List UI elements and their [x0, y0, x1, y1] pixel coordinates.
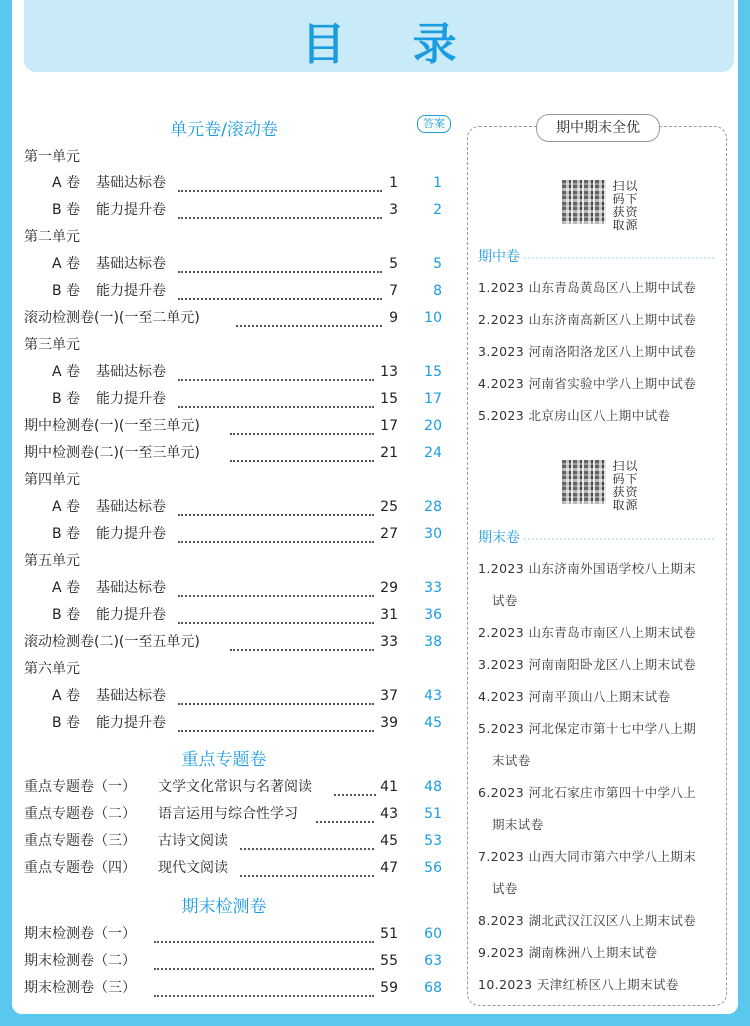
test-label: 期中检测卷(一)(一至三单元): [24, 418, 200, 434]
leader-dots: [178, 205, 382, 219]
scan-char: 取: [612, 218, 625, 232]
page-number: 45: [380, 833, 398, 849]
volume-name: 基础达标卷: [96, 499, 166, 515]
toc-row[interactable]: [0, 577, 460, 599]
toc-row[interactable]: [0, 977, 460, 999]
scan-char: 下: [625, 472, 638, 486]
scan-char: 资: [625, 485, 638, 499]
scan-char: 取: [612, 498, 625, 512]
page-number: 7: [389, 283, 398, 299]
unit-heading: 第一单元: [24, 149, 80, 165]
scan-char: 以: [625, 459, 638, 473]
leader-dots: [154, 983, 374, 997]
volume-label: B 卷: [52, 715, 81, 731]
exam-item[interactable]: 8.2023 湖北武汉江汉区八上期末试卷: [478, 913, 697, 928]
toc-row[interactable]: [0, 950, 460, 972]
volume-label: A 卷: [52, 688, 81, 704]
topic-desc: 古诗文阅读: [158, 833, 228, 849]
leader-dots: [230, 448, 374, 462]
page-number: 27: [380, 526, 398, 542]
toc-row[interactable]: [0, 923, 460, 945]
leader-dots: [178, 286, 382, 300]
answer-page: 20: [424, 418, 442, 434]
volume-name: 能力提升卷: [96, 526, 166, 542]
leader-dots: [240, 836, 374, 850]
page-number: 17: [380, 418, 398, 434]
scan-char: 源: [625, 498, 638, 512]
leader-dots: [178, 394, 374, 408]
scan-char: 源: [625, 218, 638, 232]
test-label: 期末检测卷（二）: [24, 953, 136, 969]
unit-heading: 第六单元: [24, 661, 80, 677]
exam-item-cont[interactable]: 试卷: [492, 593, 518, 608]
qr-code-icon[interactable]: [562, 180, 606, 224]
leader-dots: [236, 313, 382, 327]
toc-row[interactable]: [0, 685, 460, 707]
exam-item[interactable]: 7.2023 山西大同市第六中学八上期末: [478, 849, 697, 864]
leader-dots: [178, 691, 374, 705]
final-heading: 期末卷: [478, 530, 520, 546]
volume-label: B 卷: [52, 283, 81, 299]
unit-heading: 第五单元: [24, 553, 80, 569]
section-title-topics: 重点专题卷: [181, 750, 267, 770]
exam-item[interactable]: 2.2023 山东济南高新区八上期中试卷: [478, 312, 697, 327]
answer-page: 63: [424, 953, 442, 969]
page-number: 37: [380, 688, 398, 704]
answer-page: 48: [424, 779, 442, 795]
volume-label: B 卷: [52, 526, 81, 542]
leader-dots: [178, 583, 374, 597]
volume-label: A 卷: [52, 364, 81, 380]
topic-desc: 文学文化常识与名著阅读: [158, 779, 312, 795]
leader-dots: [178, 259, 382, 273]
toc-row[interactable]: [0, 307, 460, 329]
scan-char: 扫: [612, 179, 625, 193]
answer-page: 8: [433, 283, 442, 299]
topic-desc: 语言运用与综合性学习: [158, 806, 298, 822]
toc-row[interactable]: [0, 857, 460, 879]
leader-dots: [178, 718, 374, 732]
scan-char: 扫: [612, 459, 625, 473]
toc-row[interactable]: [0, 604, 460, 626]
test-label: 重点专题卷（四）: [24, 860, 136, 876]
scan-char: 码: [612, 472, 625, 486]
answer-page: 56: [424, 860, 442, 876]
test-label: 滚动检测卷(一)(一至二单元): [24, 310, 200, 326]
page-number: 5: [389, 256, 398, 272]
exam-item[interactable]: 1.2023 山东济南外国语学校八上期末: [478, 561, 697, 576]
answer-page: 28: [424, 499, 442, 515]
page-number: 43: [380, 806, 398, 822]
scan-char: 资: [625, 205, 638, 219]
volume-label: B 卷: [52, 202, 81, 218]
answer-page: 36: [424, 607, 442, 623]
volume-label: A 卷: [52, 499, 81, 515]
toc-row[interactable]: [0, 442, 460, 464]
leader-dots: [178, 178, 382, 192]
page-number: 29: [380, 580, 398, 596]
page-number: 21: [380, 445, 398, 461]
volume-name: 能力提升卷: [96, 283, 166, 299]
leader-dots: [230, 637, 374, 651]
page-number: 31: [380, 607, 398, 623]
test-label: 重点专题卷（二）: [24, 806, 136, 822]
toc-row[interactable]: [0, 776, 460, 798]
scan-char: 获: [612, 485, 625, 499]
answer-page: 1: [433, 175, 442, 191]
answer-page: 15: [424, 364, 442, 380]
page-number: 9: [389, 310, 398, 326]
answer-tag: 答案: [417, 115, 451, 133]
page-number: 51: [380, 926, 398, 942]
answer-page: 17: [424, 391, 442, 407]
leader-dots: [178, 367, 374, 381]
scan-prompt: [612, 460, 640, 512]
leader-dots: [154, 929, 374, 943]
toc-row[interactable]: [0, 253, 460, 275]
leader-dots: [178, 502, 374, 516]
page-number: 47: [380, 860, 398, 876]
toc-row[interactable]: [0, 361, 460, 383]
scan-char: 码: [612, 192, 625, 206]
section-title-unit: 单元卷/滚动卷: [170, 120, 278, 140]
answer-page: 24: [424, 445, 442, 461]
exam-item-cont[interactable]: 试卷: [492, 881, 518, 896]
volume-label: A 卷: [52, 175, 81, 191]
answer-page: 30: [424, 526, 442, 542]
toc-row[interactable]: [0, 496, 460, 518]
volume-label: A 卷: [52, 580, 81, 596]
panel-title: 期中期末全优: [536, 114, 660, 142]
test-label: 期末检测卷（三）: [24, 980, 136, 996]
toc-row[interactable]: [0, 172, 460, 194]
volume-name: 基础达标卷: [96, 256, 166, 272]
page-number: 41: [380, 779, 398, 795]
leader-dots: [178, 610, 374, 624]
page-number: 15: [380, 391, 398, 407]
answer-page: 45: [424, 715, 442, 731]
page-number: 3: [389, 202, 398, 218]
qr-code-icon[interactable]: [562, 460, 606, 504]
topic-desc: 现代文阅读: [158, 860, 228, 876]
volume-name: 基础达标卷: [96, 580, 166, 596]
exam-item[interactable]: 3.2023 河南南阳卧龙区八上期末试卷: [478, 657, 697, 672]
page-number: 39: [380, 715, 398, 731]
volume-name: 能力提升卷: [96, 715, 166, 731]
page-number: 25: [380, 499, 398, 515]
answer-page: 2: [433, 202, 442, 218]
exam-item-cont[interactable]: 期末试卷: [492, 817, 544, 832]
leader-dots: [178, 529, 374, 543]
volume-name: 基础达标卷: [96, 175, 166, 191]
exam-item[interactable]: 2.2023 山东青岛市南区八上期末试卷: [478, 625, 697, 640]
answer-page: 51: [424, 806, 442, 822]
answer-page: 43: [424, 688, 442, 704]
answer-page: 60: [424, 926, 442, 942]
page-number: 55: [380, 953, 398, 969]
answer-page: 10: [424, 310, 442, 326]
answer-page: 33: [424, 580, 442, 596]
volume-label: A 卷: [52, 256, 81, 272]
leader-dots: [230, 421, 374, 435]
toc-row[interactable]: [0, 523, 460, 545]
toc-row[interactable]: [0, 830, 460, 852]
test-label: 期中检测卷(二)(一至三单元): [24, 445, 200, 461]
answer-page: 68: [424, 980, 442, 996]
heading-divider: [524, 257, 714, 259]
leader-dots: [240, 863, 374, 877]
exam-item[interactable]: 3.2023 河南洛阳洛龙区八上期中试卷: [478, 344, 697, 359]
heading-divider: [524, 538, 714, 540]
toc-row[interactable]: [0, 199, 460, 221]
toc-row[interactable]: [0, 415, 460, 437]
page-number: 1: [389, 175, 398, 191]
toc-row[interactable]: [0, 631, 460, 653]
volume-label: B 卷: [52, 607, 81, 623]
page-title: 目 录: [301, 19, 483, 70]
page-number: 33: [380, 634, 398, 650]
unit-heading: 第四单元: [24, 472, 80, 488]
exam-item-cont[interactable]: 末试卷: [492, 753, 531, 768]
unit-heading: 第二单元: [24, 229, 80, 245]
leader-dots: [316, 809, 374, 823]
scan-char: 获: [612, 205, 625, 219]
exam-item[interactable]: 5.2023 河北保定市第十七中学八上期: [478, 721, 697, 736]
test-label: 期末检测卷（一）: [24, 926, 136, 942]
toc-row[interactable]: [0, 712, 460, 734]
exam-item[interactable]: 5.2023 北京房山区八上期中试卷: [478, 408, 671, 423]
section-title-finals: 期末检测卷: [181, 897, 267, 917]
volume-name: 能力提升卷: [96, 607, 166, 623]
unit-heading: 第三单元: [24, 337, 80, 353]
exam-item[interactable]: 4.2023 河南省实验中学八上期中试卷: [478, 376, 697, 391]
exam-item[interactable]: 6.2023 河北石家庄市第四十中学八上: [478, 785, 697, 800]
scan-char: 下: [625, 192, 638, 206]
volume-name: 能力提升卷: [96, 202, 166, 218]
scan-prompt: [612, 180, 640, 232]
exam-item[interactable]: 9.2023 湖南株洲八上期末试卷: [478, 945, 658, 960]
test-label: 滚动检测卷(二)(一至五单元): [24, 634, 200, 650]
toc-row[interactable]: [0, 280, 460, 302]
test-label: 重点专题卷（三）: [24, 833, 136, 849]
volume-name: 基础达标卷: [96, 364, 166, 380]
page-number: 59: [380, 980, 398, 996]
exam-item[interactable]: 4.2023 河南平顶山八上期末试卷: [478, 689, 671, 704]
answer-page: 53: [424, 833, 442, 849]
volume-label: B 卷: [52, 391, 81, 407]
volume-name: 能力提升卷: [96, 391, 166, 407]
midterm-heading: 期中卷: [478, 249, 520, 265]
toc-row[interactable]: [0, 803, 460, 825]
answer-page: 38: [424, 634, 442, 650]
page-number: 13: [380, 364, 398, 380]
toc-row[interactable]: [0, 388, 460, 410]
volume-name: 基础达标卷: [96, 688, 166, 704]
answer-page: 5: [433, 256, 442, 272]
exam-item[interactable]: 10.2023 天津红桥区八上期末试卷: [478, 977, 679, 992]
scan-char: 以: [625, 179, 638, 193]
exam-item[interactable]: 1.2023 山东青岛黄岛区八上期中试卷: [478, 280, 697, 295]
test-label: 重点专题卷（一）: [24, 779, 136, 795]
leader-dots: [154, 956, 374, 970]
